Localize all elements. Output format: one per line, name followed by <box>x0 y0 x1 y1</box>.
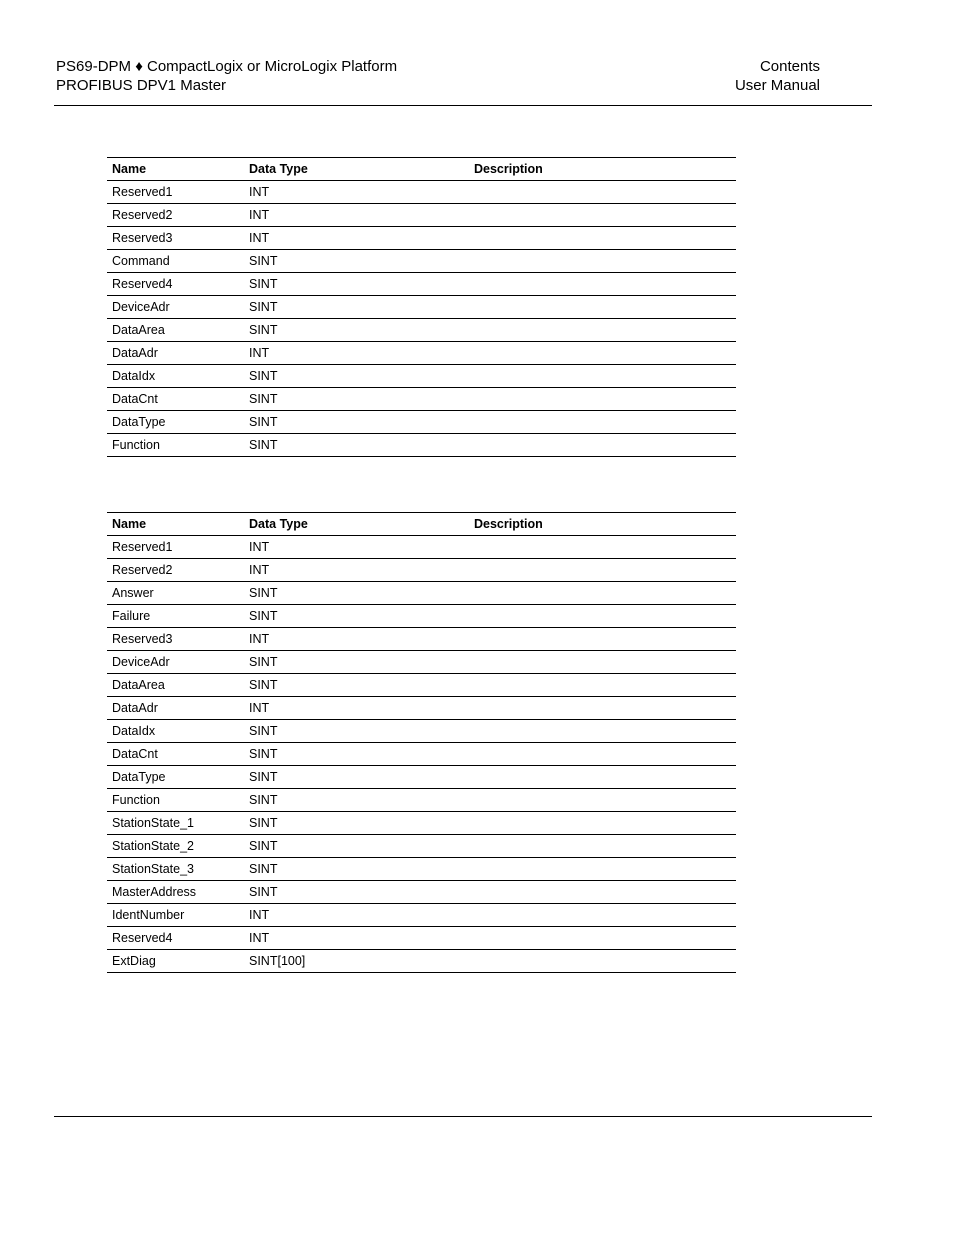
cell-name: Reserved3 <box>107 628 244 651</box>
column-header-description: Description <box>469 513 736 536</box>
cell-name: StationState_2 <box>107 835 244 858</box>
cell-data-type: SINT <box>244 720 469 743</box>
table-row <box>107 319 736 342</box>
cell-name: Reserved4 <box>107 273 244 296</box>
column-header-name: Name <box>107 513 244 536</box>
cell-data-type: INT <box>244 204 469 227</box>
table-row <box>107 536 736 559</box>
table-row <box>107 582 736 605</box>
cell-data-type: SINT <box>244 743 469 766</box>
cell-name: DataIdx <box>107 365 244 388</box>
cell-data-type: SINT <box>244 812 469 835</box>
cell-description <box>469 766 736 789</box>
table-row <box>107 411 736 434</box>
table-row <box>107 812 736 835</box>
cell-name: DataIdx <box>107 720 244 743</box>
header-document-type: User Manual <box>734 77 820 94</box>
cell-name: DataAdr <box>107 342 244 365</box>
cell-data-type: INT <box>244 628 469 651</box>
cell-data-type: SINT <box>244 651 469 674</box>
table-row <box>107 365 736 388</box>
cell-description <box>469 388 736 411</box>
cell-description <box>469 250 736 273</box>
table-row <box>107 181 736 204</box>
table-row <box>107 720 736 743</box>
table-row <box>107 835 736 858</box>
cell-name: Reserved1 <box>107 181 244 204</box>
cell-data-type: INT <box>244 559 469 582</box>
cell-description <box>469 950 736 973</box>
table-header-row <box>107 158 736 181</box>
cell-name: DataCnt <box>107 743 244 766</box>
header-divider <box>54 105 872 106</box>
cell-data-type: SINT <box>244 789 469 812</box>
table-row <box>107 950 736 973</box>
cell-description <box>469 582 736 605</box>
header-product-title: PS69-DPM ♦ CompactLogix or MicroLogix Platform <box>56 58 398 75</box>
cell-data-type: SINT <box>244 881 469 904</box>
cell-name: DataType <box>107 766 244 789</box>
table-row <box>107 273 736 296</box>
header-left <box>56 57 397 95</box>
table-row <box>107 789 736 812</box>
cell-name: DeviceAdr <box>107 651 244 674</box>
cell-data-type: SINT <box>244 766 469 789</box>
table-row <box>107 927 736 950</box>
cell-data-type: SINT <box>244 605 469 628</box>
table-row <box>107 697 736 720</box>
cell-data-type: SINT <box>244 674 469 697</box>
cell-data-type: SINT <box>244 365 469 388</box>
cell-description <box>469 342 736 365</box>
cell-description <box>469 296 736 319</box>
cell-name: Reserved4 <box>107 927 244 950</box>
cell-data-type: SINT[100] <box>244 950 469 973</box>
cell-name: Answer <box>107 582 244 605</box>
column-header-name: Name <box>107 158 244 181</box>
cell-data-type: INT <box>244 536 469 559</box>
cell-data-type: INT <box>244 181 469 204</box>
header-product-subtitle: PROFIBUS DPV1 Master <box>56 77 227 94</box>
cell-name: Function <box>107 434 244 457</box>
cell-name: DataAdr <box>107 697 244 720</box>
cell-name: DataArea <box>107 674 244 697</box>
cell-data-type: INT <box>244 927 469 950</box>
cell-description <box>469 204 736 227</box>
table-row <box>107 766 736 789</box>
cell-description <box>469 227 736 250</box>
cell-name: Reserved1 <box>107 536 244 559</box>
table-row <box>107 628 736 651</box>
cell-data-type: SINT <box>244 835 469 858</box>
table-row <box>107 204 736 227</box>
cell-name: DataArea <box>107 319 244 342</box>
cell-description <box>469 904 736 927</box>
cell-name: StationState_1 <box>107 812 244 835</box>
cell-name: StationState_3 <box>107 858 244 881</box>
cell-name: DataCnt <box>107 388 244 411</box>
table-row <box>107 559 736 582</box>
table-row <box>107 674 736 697</box>
cell-description <box>469 365 736 388</box>
column-header-data-type: Data Type <box>244 158 469 181</box>
table-row <box>107 743 736 766</box>
cell-data-type: SINT <box>244 388 469 411</box>
cell-data-type: SINT <box>244 858 469 881</box>
cell-name: IdentNumber <box>107 904 244 927</box>
cell-name: ExtDiag <box>107 950 244 973</box>
table-row <box>107 388 736 411</box>
cell-description <box>469 720 736 743</box>
cell-data-type: SINT <box>244 250 469 273</box>
table-row <box>107 250 736 273</box>
cell-description <box>469 674 736 697</box>
cell-name: DeviceAdr <box>107 296 244 319</box>
cell-description <box>469 835 736 858</box>
response-data-table <box>107 512 736 973</box>
cell-data-type: INT <box>244 697 469 720</box>
cell-data-type: SINT <box>244 411 469 434</box>
cell-description <box>469 927 736 950</box>
cell-data-type: INT <box>244 342 469 365</box>
cell-data-type: INT <box>244 904 469 927</box>
cell-description <box>469 697 736 720</box>
cell-description <box>469 881 736 904</box>
cell-description <box>469 605 736 628</box>
cell-name: MasterAddress <box>107 881 244 904</box>
cell-description <box>469 789 736 812</box>
cell-name: Command <box>107 250 244 273</box>
column-header-data-type: Data Type <box>244 513 469 536</box>
cell-description <box>469 743 736 766</box>
command-data-table <box>107 157 736 457</box>
column-header-description: Description <box>469 158 736 181</box>
cell-description <box>469 411 736 434</box>
table-header-row <box>107 513 736 536</box>
cell-description <box>469 628 736 651</box>
table-row <box>107 296 736 319</box>
cell-description <box>469 434 736 457</box>
table-row <box>107 651 736 674</box>
cell-name: Function <box>107 789 244 812</box>
cell-description <box>469 651 736 674</box>
page-header <box>56 57 820 97</box>
table-row <box>107 434 736 457</box>
cell-name: Reserved2 <box>107 204 244 227</box>
cell-data-type: SINT <box>244 296 469 319</box>
cell-name: DataType <box>107 411 244 434</box>
header-right <box>735 57 820 95</box>
cell-data-type: SINT <box>244 273 469 296</box>
table-row <box>107 605 736 628</box>
table-row <box>107 881 736 904</box>
cell-description <box>469 812 736 835</box>
footer-divider <box>54 1116 872 1117</box>
cell-description <box>469 858 736 881</box>
cell-name: Failure <box>107 605 244 628</box>
table-row <box>107 904 736 927</box>
cell-description <box>469 559 736 582</box>
cell-name: Reserved2 <box>107 559 244 582</box>
cell-data-type: SINT <box>244 319 469 342</box>
cell-name: Reserved3 <box>107 227 244 250</box>
table-row <box>107 227 736 250</box>
cell-data-type: SINT <box>244 434 469 457</box>
cell-description <box>469 319 736 342</box>
header-section-title: Contents <box>759 58 820 75</box>
table-row <box>107 342 736 365</box>
cell-description <box>469 536 736 559</box>
table-row <box>107 858 736 881</box>
cell-data-type: INT <box>244 227 469 250</box>
cell-description <box>469 181 736 204</box>
cell-data-type: SINT <box>244 582 469 605</box>
cell-description <box>469 273 736 296</box>
